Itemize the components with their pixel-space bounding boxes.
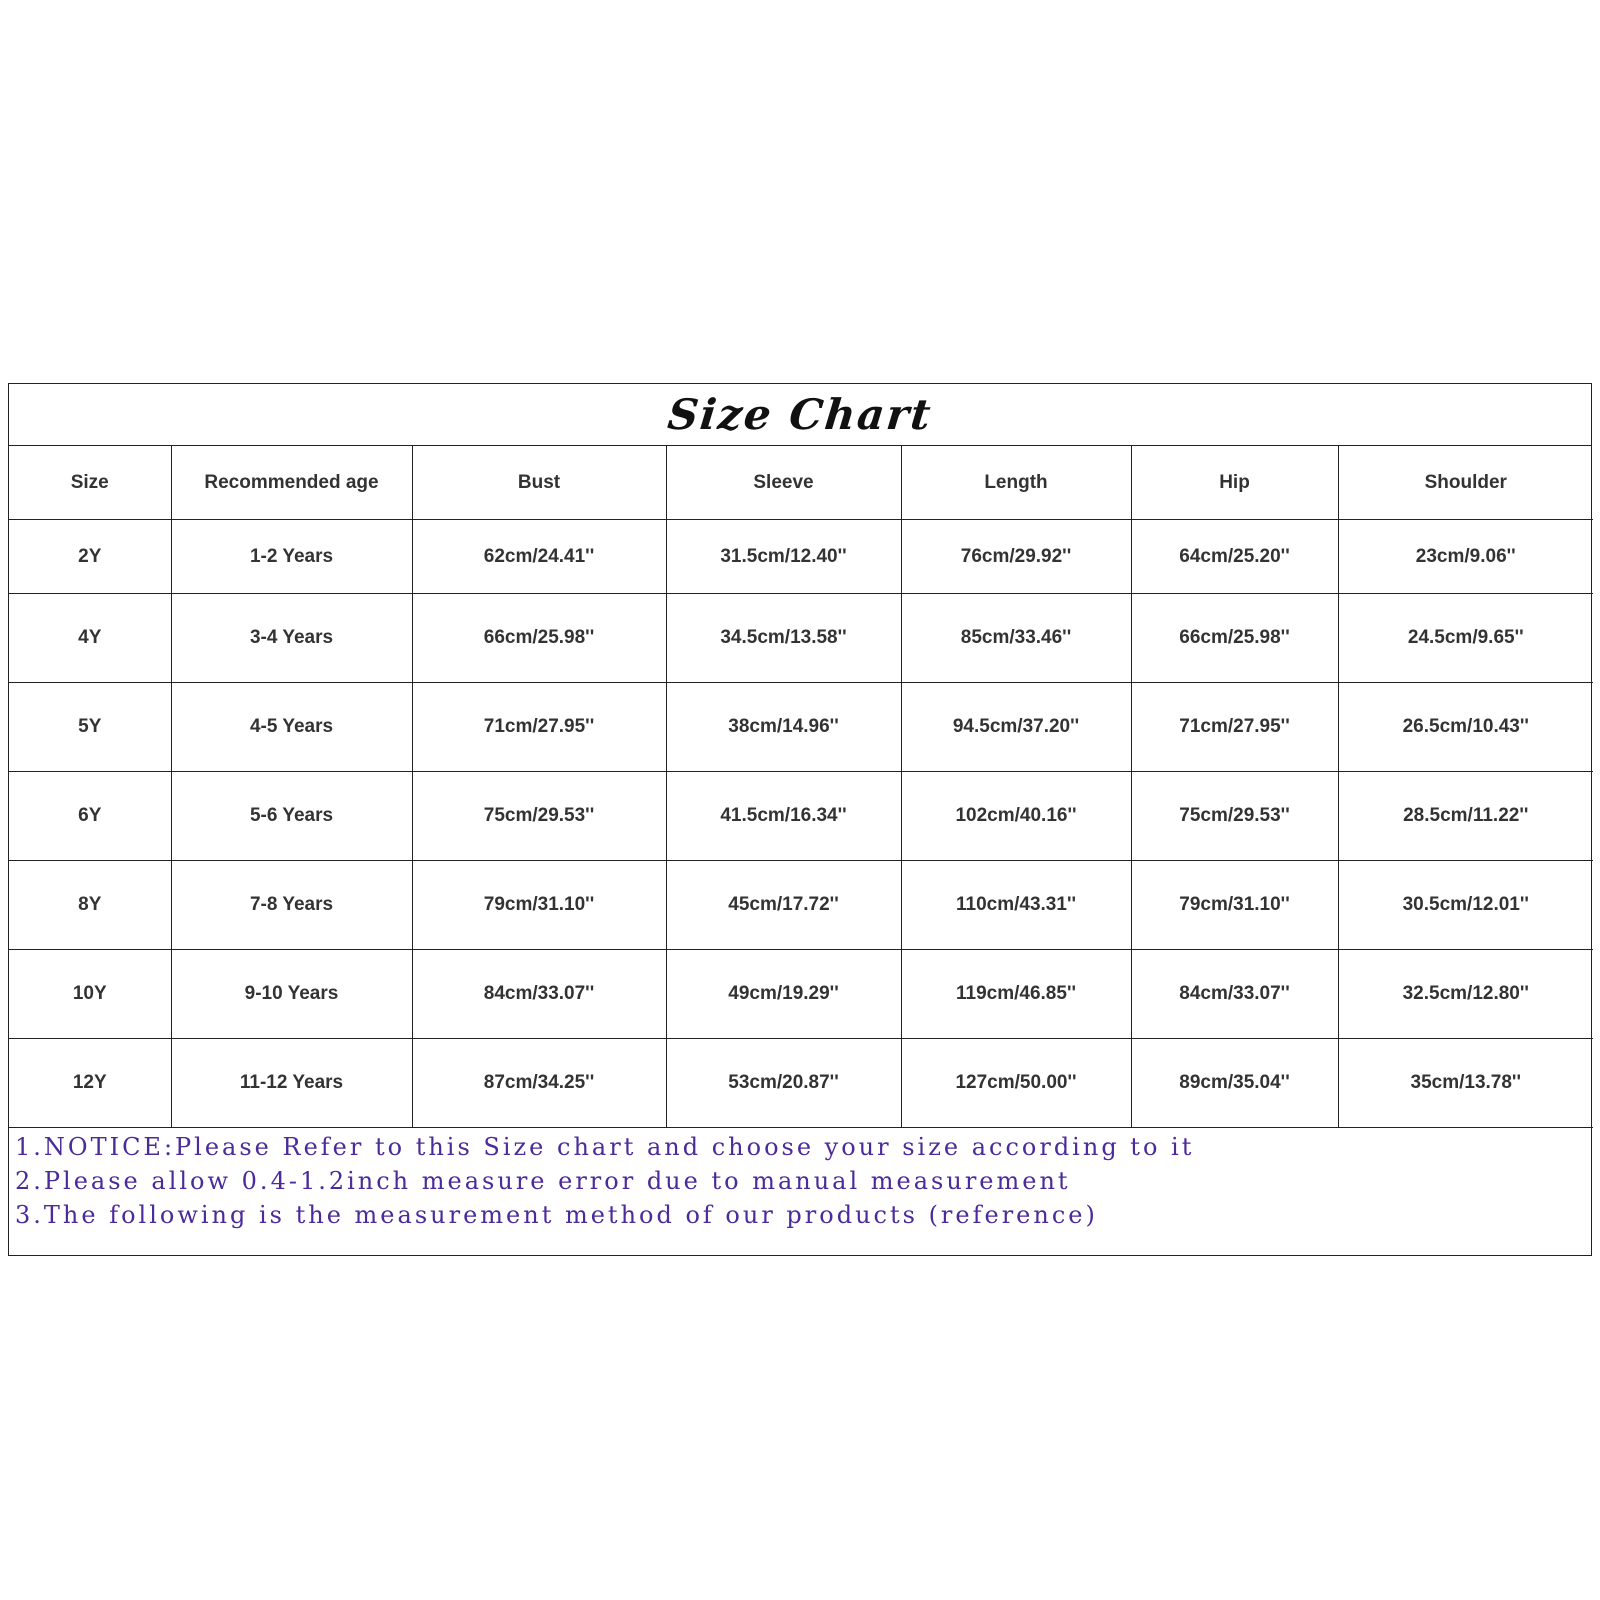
cell-sleeve: 34.5cm/13.58'' <box>666 594 901 683</box>
cell-hip: 66cm/25.98'' <box>1131 594 1338 683</box>
cell-bust: 84cm/33.07'' <box>412 950 666 1039</box>
cell-hip: 64cm/25.20'' <box>1131 520 1338 594</box>
notes-section <box>9 1128 1591 1232</box>
cell-sleeve: 38cm/14.96'' <box>666 683 901 772</box>
header-bust: Bust <box>412 446 666 520</box>
cell-bust: 75cm/29.53'' <box>412 772 666 861</box>
cell-shoulder: 24.5cm/9.65'' <box>1338 594 1593 683</box>
header-shoulder: Shoulder <box>1338 446 1593 520</box>
note-line: 2.Please allow 0.4-1.2inch measure error due to manual measurement <box>15 1167 1071 1195</box>
cell-size: 4Y <box>9 594 171 683</box>
cell-age: 7-8 Years <box>171 861 412 950</box>
cell-length: 85cm/33.46'' <box>901 594 1131 683</box>
cell-hip: 71cm/27.95'' <box>1131 683 1338 772</box>
cell-shoulder: 35cm/13.78'' <box>1338 1039 1593 1128</box>
size-table <box>9 446 1593 1128</box>
cell-length: 94.5cm/37.20'' <box>901 683 1131 772</box>
cell-length: 119cm/46.85'' <box>901 950 1131 1039</box>
cell-hip: 79cm/31.10'' <box>1131 861 1338 950</box>
cell-hip: 84cm/33.07'' <box>1131 950 1338 1039</box>
size-chart <box>8 383 1592 1256</box>
cell-shoulder: 30.5cm/12.01'' <box>1338 861 1593 950</box>
cell-size: 6Y <box>9 772 171 861</box>
table-row <box>9 520 1593 594</box>
header-sleeve: Sleeve <box>666 446 901 520</box>
table-row <box>9 950 1593 1039</box>
cell-sleeve: 53cm/20.87'' <box>666 1039 901 1128</box>
cell-sleeve: 31.5cm/12.40'' <box>666 520 901 594</box>
table-header-row <box>9 446 1593 520</box>
header-size: Size <box>9 446 171 520</box>
cell-size: 2Y <box>9 520 171 594</box>
cell-size: 8Y <box>9 861 171 950</box>
cell-sleeve: 49cm/19.29'' <box>666 950 901 1039</box>
cell-age: 11-12 Years <box>171 1039 412 1128</box>
cell-bust: 79cm/31.10'' <box>412 861 666 950</box>
table-row <box>9 594 1593 683</box>
table-row <box>9 1039 1593 1128</box>
cell-size: 5Y <box>9 683 171 772</box>
title-row <box>9 384 1591 446</box>
table-row <box>9 772 1593 861</box>
cell-size: 10Y <box>9 950 171 1039</box>
cell-age: 9-10 Years <box>171 950 412 1039</box>
cell-shoulder: 26.5cm/10.43'' <box>1338 683 1593 772</box>
chart-title: Size Chart <box>665 390 935 439</box>
header-length: Length <box>901 446 1131 520</box>
cell-length: 102cm/40.16'' <box>901 772 1131 861</box>
cell-age: 1-2 Years <box>171 520 412 594</box>
table-row <box>9 683 1593 772</box>
note-line: 3.The following is the measurement method of our products (reference) <box>15 1201 1098 1229</box>
cell-sleeve: 45cm/17.72'' <box>666 861 901 950</box>
cell-hip: 89cm/35.04'' <box>1131 1039 1338 1128</box>
cell-age: 5-6 Years <box>171 772 412 861</box>
cell-length: 110cm/43.31'' <box>901 861 1131 950</box>
cell-length: 127cm/50.00'' <box>901 1039 1131 1128</box>
cell-bust: 66cm/25.98'' <box>412 594 666 683</box>
cell-age: 4-5 Years <box>171 683 412 772</box>
cell-length: 76cm/29.92'' <box>901 520 1131 594</box>
cell-bust: 62cm/24.41'' <box>412 520 666 594</box>
cell-shoulder: 32.5cm/12.80'' <box>1338 950 1593 1039</box>
cell-shoulder: 23cm/9.06'' <box>1338 520 1593 594</box>
header-hip: Hip <box>1131 446 1338 520</box>
cell-bust: 87cm/34.25'' <box>412 1039 666 1128</box>
cell-age: 3-4 Years <box>171 594 412 683</box>
note-line: 1.NOTICE:Please Refer to this Size chart and choose your size according to it <box>15 1133 1195 1161</box>
cell-shoulder: 28.5cm/11.22'' <box>1338 772 1593 861</box>
cell-hip: 75cm/29.53'' <box>1131 772 1338 861</box>
header-recommended-age: Recommended age <box>171 446 412 520</box>
cell-size: 12Y <box>9 1039 171 1128</box>
cell-bust: 71cm/27.95'' <box>412 683 666 772</box>
cell-sleeve: 41.5cm/16.34'' <box>666 772 901 861</box>
table-row <box>9 861 1593 950</box>
